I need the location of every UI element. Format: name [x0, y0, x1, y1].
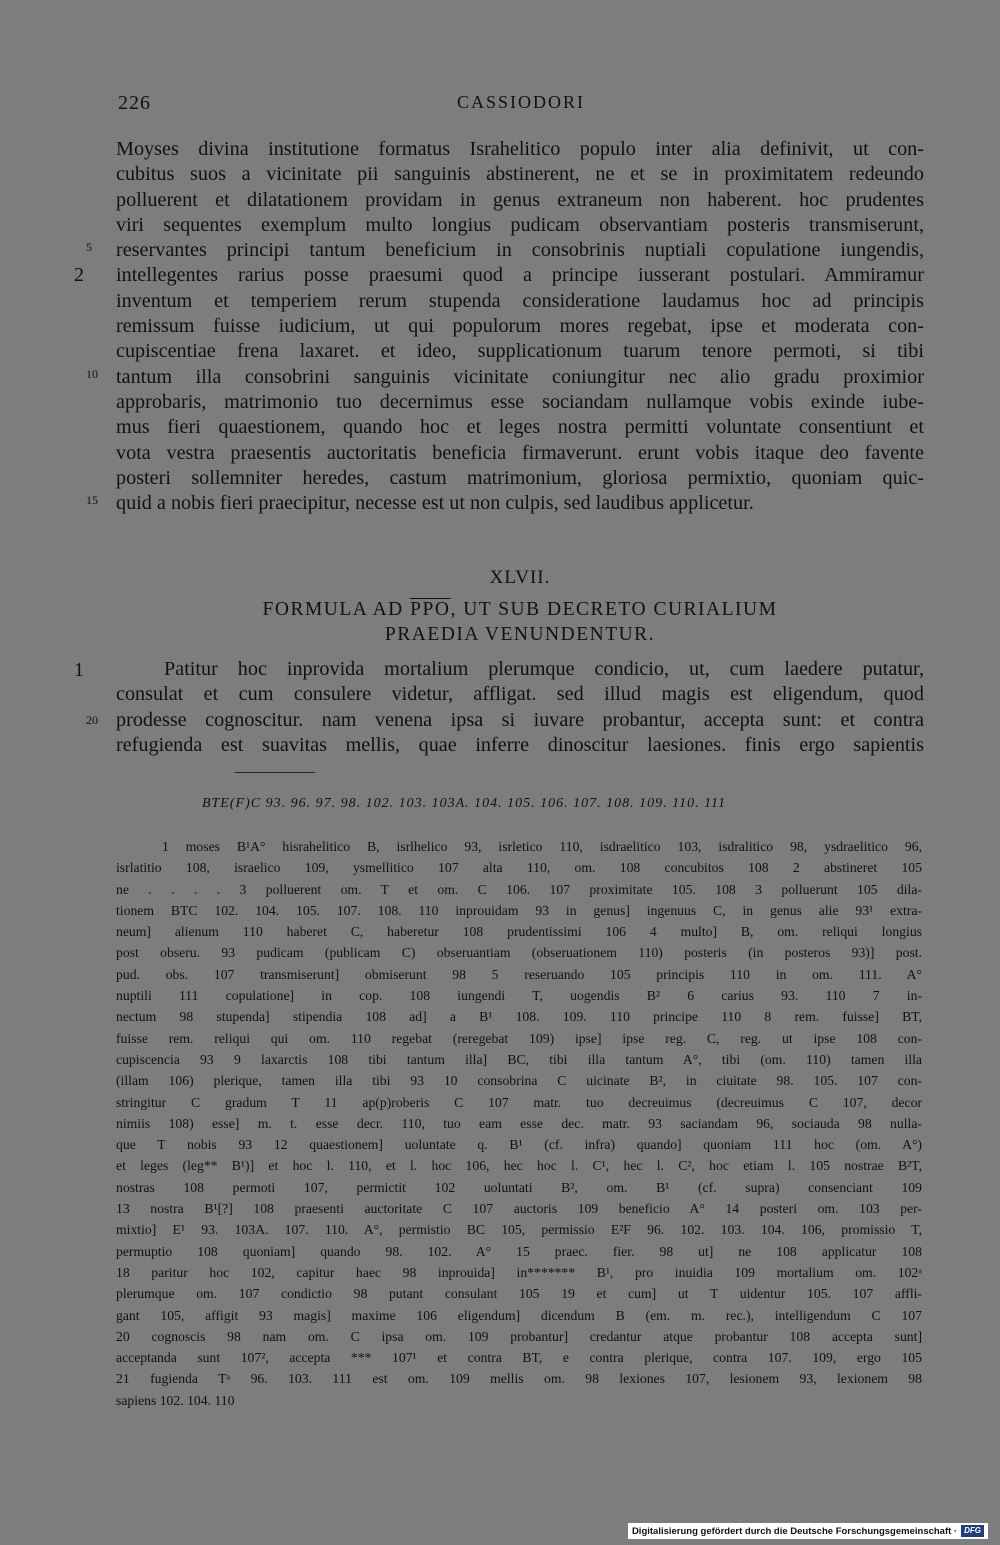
text-line: reservantes principi tantum beneficium in consobrinis nuptiali copulatione iungendis,	[116, 239, 924, 262]
line-number: 20	[86, 713, 98, 727]
chapter-title-line2: PRAEDIA VENUNDENTUR.	[384, 624, 656, 645]
apparatus-line: nimiis 108) esse] m. t. esse decr. 110, tuo eam esse dec. matr. 93 saciandam 96, sociauda 98 nulla-	[116, 1115, 922, 1131]
apparatus-line: pud. obs. 107 transmiserunt] obmiserunt 98 5 reseruando 105 principis 110 in om. 111. A°	[116, 966, 922, 982]
apparatus-line: acceptanda sunt 107², accepta *** 107¹ et contra BT, e contra plerique, contra 107. 109, ergo 105	[116, 1350, 922, 1366]
footnote-rule	[235, 772, 315, 773]
apparatus-line: isrlatitio 108, israelico 109, ysmellitico 107 alta 110, om. 108 concubitos 108 2 abstineret 105	[116, 860, 922, 876]
paragraph-number: 1	[74, 659, 84, 681]
apparatus-line: cupiscencia 93 9 laxarctis 108 tibi tantum illa] BC, tibi illa tantum A°, tibi (om. 110) tamen illa	[116, 1051, 922, 1067]
chapter-title-ppo: $\overline{PPO}$	[410, 599, 451, 620]
footer-text: Digitalisierung gefördert durch die Deutsche Forschungsgemeinschaft ·	[631, 1525, 958, 1537]
apparatus-line: permuptio 108 quoniam] quando 98. 102. A° 15 praec. fier. 98 ut] ne 108 applicatur 108	[116, 1243, 922, 1259]
apparatus-line: que T nobis 93 12 quaestionem] uoluntate q. B¹ (cf. infra) quando] quoniam 111 hoc (om. A°)	[116, 1137, 922, 1153]
text-line: polluerent et dilatationem providam in genus extraneum non haberent. hoc prudentes	[116, 188, 924, 211]
text-line: vota vestra praesentis auctoritatis beneficia firmaverunt. erunt vobis itaque deo favente	[116, 441, 924, 464]
critical-apparatus	[116, 836, 922, 1411]
apparatus-line: sapiens 102. 104. 110	[116, 1392, 235, 1408]
text-line: posteri sollemniter heredes, castum matrimonium, gloriosa permixtio, quoniam quic-	[116, 466, 924, 489]
text-line: consulat et cum consulere videtur, affligat. sed illud magis est eligendum, quod	[116, 683, 924, 706]
apparatus-line: nectum 98 stupenda] stipendia 108 ad] a B¹ 108. 109. 110 principe 110 8 rem. fuisse] BT,	[116, 1009, 922, 1025]
chapter-title-post: , UT SUB DECRETO CURIALIUM	[450, 599, 778, 620]
chapter-title	[0, 597, 1000, 647]
text-line: refugienda est suavitas mellis, quae inferre dinoscitur laesiones. finis ergo sapientis	[116, 733, 924, 756]
dfg-logo-icon: DFG	[961, 1525, 984, 1537]
text-line: remissum fuisse iudicium, ut qui populorum mores regebat, ipse et moderata con-	[116, 315, 924, 338]
apparatus-line: 13 nostra B¹[?] 108 praesenti auctoritate C 107 auctoris 109 beneficio A° 14 posteri om. 103 per-	[116, 1201, 922, 1217]
chapter-numeral: XLVII.	[489, 567, 551, 588]
apparatus-line: (illam 106) plerique, tamen illa tibi 93 10 consobrina C uicinate B², in ciuitate 98. 105. 107 con-	[116, 1073, 922, 1089]
chapter-title-pre: FORMULA AD	[262, 599, 411, 620]
apparatus-line: et leges (leg** B¹)] et hoc l. 110, et l. hoc 106, hec hoc l. C¹, hec l. C², hoc etiam l. 105 nostrae B²T,	[116, 1158, 922, 1174]
apparatus-line: 1 moses B¹A° hisrahelitico B, isrlhelico 93, isrletico 110, isdraelitico 103, isdralitico 98, ysdraelitico 96,	[162, 839, 922, 854]
text-line: quid a nobis fieri praecipitur, necesse est ut non culpis, sed laudibus applicetur.	[116, 492, 754, 515]
running-head: CASSIODORI	[456, 92, 586, 112]
text-line: Patitur hoc inprovida mortalium plerumque condicio, ut, cum laedere putatur,	[164, 658, 924, 680]
page-number: 226	[118, 92, 151, 114]
main-text	[116, 137, 924, 516]
line-number: 5	[86, 240, 92, 254]
text-line: cubitus suos a vicinitate pii sanguinis abstinerent, ne et se in proximitatem redeundo	[116, 163, 924, 186]
apparatus-line: 21 fugienda Tᵃ 96. 103. 111 est om. 109 mellis om. 98 lexiones 107, lesionem 93, lexionem 98	[116, 1371, 922, 1387]
line-number: 15	[86, 493, 98, 507]
manuscript-sigla: BTE(F)C 93. 96. 97. 98. 102. 103. 103A. 104. 105. 106. 107. 108. 109. 110. 111	[201, 796, 727, 811]
apparatus-line: ne . . . . 3 polluerent om. T et om. C 106. 107 proximitate 105. 108 3 polluerunt 105 dila-	[116, 881, 922, 897]
apparatus-line: nuptili 111 copulatione] in cop. 108 iungendi T, uogendis B² 6 carius 93. 110 7 in-	[116, 988, 922, 1004]
text-line: cupiscentiae frena laxaret. et ideo, supplicationum tuarum tenore permoti, si tibi	[116, 340, 924, 363]
text-line: tantum illa consobrini sanguinis vicinitate coniungitur nec alio gradu proximior	[116, 365, 924, 388]
apparatus-line: 20 cognoscis 98 nam om. C ipsa om. 109 probantur] credantur atque probantur 108 accepta sunt]	[116, 1328, 922, 1344]
apparatus-line: mixtio] E¹ 93. 103A. 107. 110. A°, permistio BC 105, permissio E²F 96. 102. 103. 104. 106, promissio T,	[116, 1222, 922, 1238]
text-line: viri sequentes exemplum multo longius pudicam observantiam posteris transmiserunt,	[116, 213, 924, 236]
line-number: 10	[86, 367, 98, 381]
paragraph-number: 2	[74, 264, 84, 286]
apparatus-line: post obseru. 93 pudicam (publicam C) obseruantiam (obseruationem 110) posteris (in posteros 93)] post.	[116, 945, 922, 961]
chapter-text	[116, 657, 924, 758]
apparatus-line: 18 paritur hoc 102, capitur haec 98 inprouida] in******* B¹, pro inuidia 109 mortalium om. 102ᵃ	[116, 1264, 922, 1280]
page-header	[118, 92, 924, 116]
apparatus-line: nostras 108 permoti 107, permictit 102 uoluntati B², om. B¹ (cf. supra) consenciant 109	[116, 1179, 922, 1195]
text-line: mus fieri quaestionem, quando hoc et leges nostra permitti voluntate consentiunt et	[116, 416, 924, 439]
apparatus-line: neum] alienum 110 haberet C, haberetur 108 prudentissimi 106 4 multo] B, om. reliqui longius	[116, 924, 922, 940]
footer-credit	[628, 1523, 988, 1539]
text-line: intellegentes rarius posse praesumi quod a principe iusserant postulari. Ammiramur	[116, 264, 924, 287]
text-line: inventum et temperiem rerum stupenda consideratione laudamus hoc ad principis	[116, 289, 924, 312]
text-line: Moyses divina institutione formatus Israhelitico populo inter alia definivit, ut con-	[116, 138, 924, 160]
apparatus-line: stringitur C gradum T 11 ap(p)roberis C 107 matr. tuo decreuimus (decreuimus C 107, decor	[116, 1094, 922, 1110]
apparatus-line: tionem BTC 102. 104. 105. 107. 108. 110 inprouidam 93 in genus] ingenuus C, in genus alie 93¹ extra-	[116, 902, 922, 918]
text-line: prodesse cognoscitur. nam venena ipsa si iuvare probantur, accepta sunt: et contra	[116, 708, 924, 731]
apparatus-line: fuisse rem. reliqui qui om. 110 regebat (reregebat 109) ipse] ipse reg. C, reg. ut ipse 108 con-	[116, 1030, 922, 1046]
apparatus-line: plerumque om. 107 condictio 98 putant consulant 105 19 et cum] ut T uidentur 105. 107 affli-	[116, 1286, 922, 1302]
text-line: approbaris, matrimonio tuo decernimus esse sociandam nullamque vobis exinde iube-	[116, 390, 924, 413]
apparatus-line: gant 105, affigit 93 magis] maxime 106 eligendum] dicendum B (em. m. rec.), intelligendum C 107	[116, 1307, 922, 1323]
